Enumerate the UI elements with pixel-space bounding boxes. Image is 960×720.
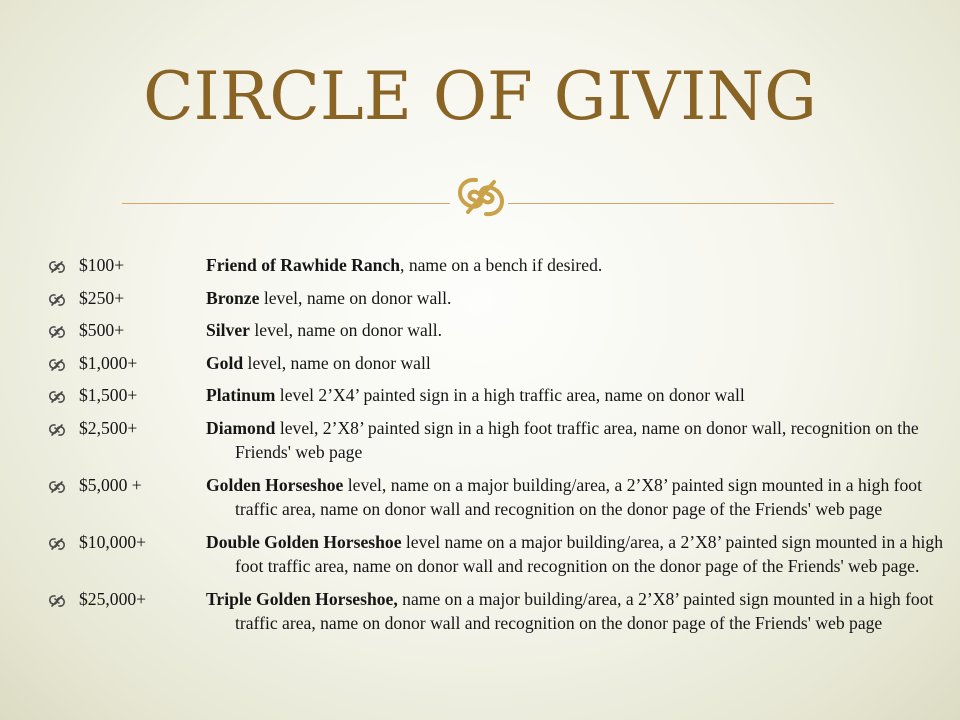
level-benefits: , name on a bench if desired. — [400, 255, 603, 275]
flourish-bullet-icon — [46, 355, 68, 371]
level-benefits: level, name on donor wall — [243, 352, 431, 373]
flourish-bullet-icon — [46, 591, 68, 607]
level-description — [206, 351, 957, 376]
flourish-bullet-icon — [46, 534, 68, 550]
divider-line-right — [508, 203, 834, 204]
flourish-bullet-icon — [46, 387, 68, 403]
level-benefits: level, 2’X8’ painted sign in a high foot traffic area, name on donor wall, recognition on the Friends' web page — [235, 417, 919, 462]
level-amount: $1,500+ — [79, 385, 138, 405]
level-amount: $1,000+ — [79, 352, 138, 373]
flourish-bullet-icon — [46, 477, 68, 493]
list-item — [0, 318, 960, 343]
level-name: Platinum — [206, 385, 276, 405]
level-amount: $250+ — [79, 287, 125, 308]
level-name: Golden Horseshoe — [206, 474, 344, 495]
flourish-icon — [446, 172, 516, 222]
level-name: Double Golden Horseshoe — [206, 531, 402, 552]
level-description — [206, 383, 957, 408]
level-benefits: level, name on donor wall. — [249, 320, 442, 340]
level-name: Diamond — [206, 417, 276, 438]
list-item — [0, 473, 960, 522]
flourish-bullet-icon — [46, 420, 68, 436]
list-item — [0, 587, 960, 636]
level-description — [206, 416, 957, 465]
level-benefits: level, name on donor wall. — [259, 287, 452, 308]
level-benefits: name on a major building/area, a 2’X8’ painted sign mounted in a high foot traffic area, name on donor wall and recognition on the donor page of the Friends' web page — [235, 588, 934, 633]
level-benefits: level name on a major building/area, a 2’X8’ painted sign mounted in a high foot traffic area, name on donor wall and recognition on the donor page of the Friends' web page. — [235, 531, 944, 576]
level-benefits: level, name on a major building/area, a 2’X8’ painted sign mounted in a high foot traffic area, name on donor wall and recognition on the donor page of the Friends' web page — [235, 474, 922, 519]
flourish-bullet-icon — [46, 257, 68, 273]
level-amount: $2,500+ — [79, 417, 138, 438]
level-amount: $25,000+ — [79, 588, 147, 609]
level-amount: $100+ — [79, 255, 125, 275]
level-benefits: level 2’X4’ painted sign in a high traffic area, name on donor wall — [275, 385, 745, 405]
flourish-bullet-icon — [46, 322, 68, 338]
list-item — [0, 416, 960, 465]
flourish-bullet-icon — [46, 290, 68, 306]
level-name: Gold — [206, 352, 244, 373]
list-item — [0, 383, 960, 408]
level-amount: $5,000 + — [79, 474, 142, 495]
giving-levels-list — [0, 253, 960, 644]
list-item — [0, 530, 960, 579]
level-description — [206, 286, 957, 311]
level-name: Silver — [206, 320, 250, 340]
list-item — [0, 253, 960, 278]
list-item — [0, 351, 960, 376]
level-name: Friend of Rawhide Ranch — [206, 255, 401, 275]
level-amount: $500+ — [79, 320, 125, 340]
level-description — [206, 473, 957, 522]
level-description — [206, 587, 957, 636]
level-description — [206, 318, 957, 343]
level-amount: $10,000+ — [79, 531, 147, 552]
slide-title: CIRCLE OF GIVING — [143, 58, 817, 135]
level-name: Triple Golden Horseshoe, — [206, 588, 398, 609]
list-item — [0, 286, 960, 311]
level-name: Bronze — [206, 287, 260, 308]
level-description — [206, 530, 957, 579]
divider-line-left — [122, 203, 450, 204]
level-description — [206, 253, 957, 278]
